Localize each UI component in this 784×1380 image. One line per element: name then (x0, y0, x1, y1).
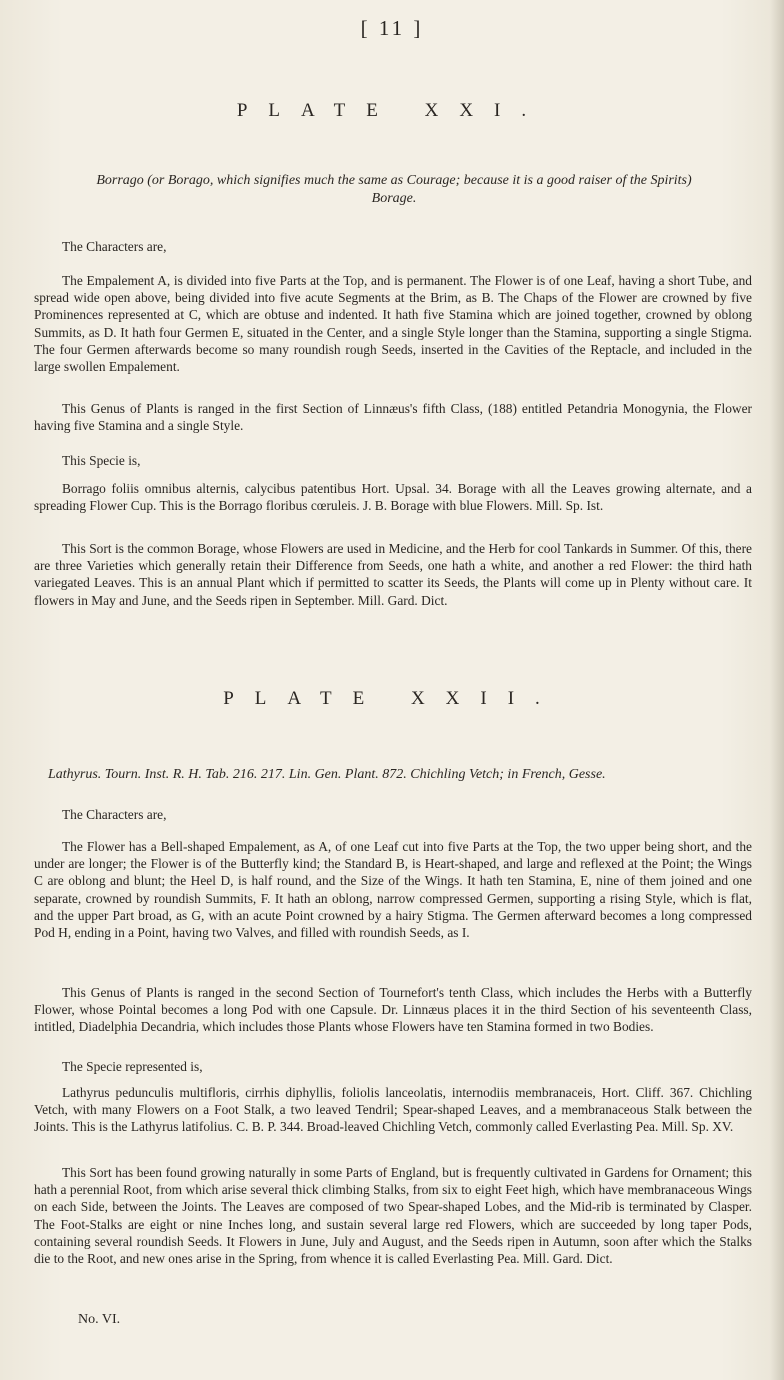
plate-21-title: PLATE XXI. (236, 100, 548, 121)
plate-21-paragraph-2: This Genus of Plants is ranged in the first Section of Linnæus's fifth Class, (188) entitled Petandria Monogynia, the Flower having five Stamina and a single Style. (34, 401, 752, 434)
plate-21-heading-line1: Borrago (or Borago, which signifies much the same as Courage; because it is a good raiser of the Spirits) (96, 173, 692, 188)
plate-21-paragraph-3: Borrago foliis omnibus alternis, calycibus patentibus Hort. Upsal. 34. Borage with all the Leaves growing alternate, and a spreading Flower Cup. This is the Borrago floribus cœruleis. J. B. Borage with blue Flowers. Mill. Sp. Ist. (34, 481, 752, 514)
plate-22-paragraph-2: This Genus of Plants is ranged in the second Section of Tournefort's tenth Class, which includes the Herbs with a Butterfly Flower, whose Pointal becomes a long Pod with one Capsule. Dr. Linnæus places it in the third Section of his seventeenth Class, intitled, Diadelphia Decandria, which includes those Plants whose Flowers have ten Stamina formed in two Bodies. (34, 985, 752, 1035)
plate-22-specie-label: The Specie represented is, (62, 1059, 203, 1074)
page-number: [ 11 ] (360, 16, 424, 40)
plate-22-heading: Lathyrus. Tourn. Inst. R. H. Tab. 216. 217. Lin. Gen. Plant. 872. Chichling Vetch; in French, Gesse. (48, 767, 606, 782)
plate-21-paragraph-1: The Empalement A, is divided into five Parts at the Top, and is permanent. The Flower is of one Leaf, having a short Tube, and spread wide open above, being divided into five acute Segments at the Brim, as B. The Chaps of the Flower are crowned by five Prominences represented at C, which are obtuse and indented. It hath five Stamina which are joined together, crowned by oblong Summits, as D. It hath four Germen E, situated in the Center, and a single Style longer than the Stamina, supporting a single Stigma. The four Germen afterwards become so many roundish rough Seeds, inserted in the Cavities of the Reptacle, and included in the large swollen Empalement. (34, 273, 752, 375)
plate-21-specie-label: This Specie is, (62, 453, 141, 468)
signature-mark: No. VI. (78, 1312, 121, 1327)
plate-21-heading-line2: Borage. (371, 191, 417, 206)
plate-21-paragraph-4: This Sort is the common Borage, whose Flowers are used in Medicine, and the Herb for cool Tankards in Summer. Of this, there are three Varieties which generally retain their Difference from Seeds, one hath a white, and another a red Flower: the third hath variegated Leaves. This is an annual Plant which if permitted to scatter its Seeds, the Plants will come up in Plenty without care. It flowers in May and June, and the Seeds ripen in September. Mill. Gard. Dict. (34, 541, 752, 608)
plate-22-paragraph-4: This Sort has been found growing naturally in some Parts of England, but is frequently cultivated in Gardens for Ornament; this hath a perennial Root, from which arise several thick climbing Stalks, from six to eight Feet high, which have membranaceous Wings on each Side, between the Joints. The Leaves are composed of two Spear-shaped Lobes, and the Mid-rib is terminated by Clasper. The Foot-Stalks are eight or nine Inches long, and sustain several large red Flowers, which are succeeded by long taper Pods, containing several roundish Seeds. It Flowers in June, July and August, and the Seeds ripen in Autumn, soon after which the Stalks die to the Root, and new ones arise in the Spring, from whence it is called Everlasting Pea. Mill. Gard. Dict. (34, 1165, 752, 1267)
plate-21-heading (34, 172, 754, 208)
plate-22-title: PLATE XXII. (223, 688, 561, 709)
plate-22-paragraph-1: The Flower has a Bell-shaped Empalement, as A, of one Leaf cut into five Parts at the Top, the two upper being short, and the under are longer; the Flower is of the Butterfly kind; the Standard B, is Heart-shaped, and large and reflexed at the Point; the Wings C are oblong and blunt; the Heel D, is half round, and the Size of the Wings. It hath ten Stamina, E, nine of them joined and one separate, crowned by roundish Summits, F. It hath an oblong, narrow compressed Germen, supporting a rising Style, which is flat, and the upper Part broad, as G, with an acute Point crowned by a hairy Stigma. The Germen afterward becomes a long compressed Pod H, ending in a Point, having two Valves, and filled with roundish Seeds, as I. (34, 839, 752, 941)
plate-22-paragraph-3: Lathyrus pedunculis multifloris, cirrhis diphyllis, foliolis lanceolatis, internodiis membranaceis, Hort. Cliff. 367. Chichling Vetch, with many Flowers on a Foot Stalk, a two leaved Tendril; Spear-shaped Leaves, and a membranaceous Stalk between the Joints. This is the Lathyrus latifolius. C. B. P. 344. Broad-leaved Chichling Vetch, commonly called Everlasting Pea. Mill. Sp. XV. (34, 1085, 752, 1135)
plate-21-characters-label: The Characters are, (62, 239, 167, 254)
plate-22-characters-label: The Characters are, (62, 807, 167, 822)
